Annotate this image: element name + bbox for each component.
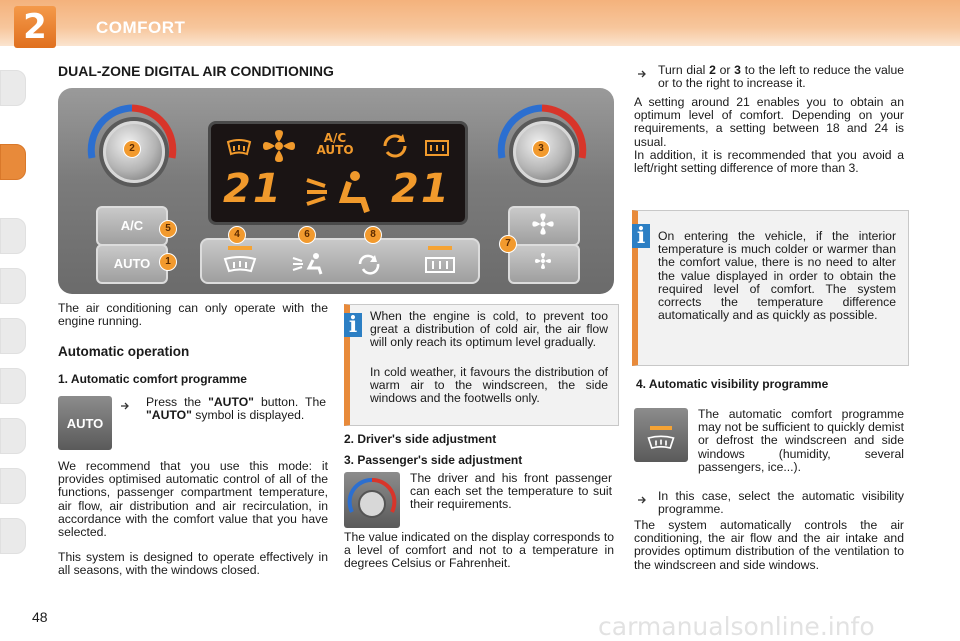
bullet-icon: [637, 66, 647, 84]
chapter-tab[interactable]: [0, 318, 26, 354]
passenger-adjustment-heading: 3. Passenger's side adjustment: [344, 453, 523, 467]
windscreen-demist-icon: [225, 138, 253, 158]
info-icon: i: [632, 224, 650, 248]
auto-button-thumbnail: [58, 396, 112, 450]
rear-screen-demist-icon: [423, 138, 451, 158]
control-panel-illustration: [58, 88, 614, 294]
dial-2-ref: 2: [709, 63, 716, 77]
turn-dial-instruction: [658, 64, 904, 90]
chapter-tab[interactable]: [0, 368, 26, 404]
chapter-tab[interactable]: [0, 518, 26, 554]
cold-engine-note-text: When the engine is cold, to prevent too great a distribution of cold air, the air flow will only reach its optimum level gradually.: [370, 309, 608, 350]
automatic-operation-heading: Automatic operation: [58, 344, 190, 359]
display-screen: [208, 121, 468, 225]
chapter-tab[interactable]: [0, 418, 26, 454]
dial-description: The driver and his front passenger can each set the temperature to suit their requirements.: [410, 471, 612, 512]
chapter-tabs: [0, 70, 30, 580]
visibility-indicator-led: [228, 246, 252, 250]
chapter-tab[interactable]: [0, 70, 26, 106]
select-visibility-instruction: In this case, select the automatic visibility programme.: [658, 489, 904, 517]
callout-7: 7: [499, 235, 517, 253]
callout-1: 1: [159, 253, 177, 271]
page-number: 48: [32, 609, 48, 625]
seasons-paragraph: This system is designed to operate effectively in all seasons, with the windows closed.: [58, 550, 328, 578]
windscreen-icon: [646, 435, 676, 451]
chapter-tab[interactable]: [0, 468, 26, 504]
press-text: Press the: [146, 395, 209, 409]
info-icon: i: [344, 313, 362, 337]
chapter-tab[interactable]: [0, 218, 26, 254]
section-title: DUAL-ZONE DIGITAL AIR CONDITIONING: [58, 63, 334, 79]
turn-text: to the left to reduce the value or to the right to increase it.: [658, 63, 905, 91]
callout-3: 3: [532, 140, 550, 158]
programme-4-heading: 4. Automatic visibility programme: [636, 377, 829, 391]
fan-small-icon: [534, 252, 552, 270]
chapter-tab-active[interactable]: [0, 144, 26, 180]
lcd-ac-auto-label: A/C AUTO: [316, 131, 354, 157]
setting-paragraph: A setting around 21 enables you to obtain an optimum level of comfort. Depending on your requirements, a setting between 18 and 24 is usual.: [634, 95, 904, 149]
ac-button[interactable]: A/C: [96, 206, 168, 246]
callout-4: 4: [228, 226, 246, 244]
press-auto-instruction: [146, 396, 326, 422]
difference-paragraph: In addition, it is recommended that you avoid a left/right setting difference of more than 3.: [634, 148, 904, 176]
auto-keyword: "AUTO": [146, 408, 192, 423]
callout-5: 5: [159, 220, 177, 238]
fan-icon: [261, 128, 297, 164]
air-distribution-icon: [303, 170, 377, 214]
visibility-button-thumbnail: [634, 408, 688, 462]
dial-3-ref: 3: [734, 63, 741, 77]
auto-keyword: "AUTO": [208, 395, 254, 409]
entering-vehicle-note-text: On entering the vehicle, if the interior temperature is much colder or warmer than the comfort value, there is no need to alter the value displayed in order to obtain the required level of comfort. The system corrects the temperature difference automatically and as quickly as possible.: [658, 229, 896, 323]
auto-button[interactable]: AUTO: [96, 244, 168, 284]
air-distribution-button-icon[interactable]: [290, 252, 326, 276]
press-text: button. The: [253, 395, 327, 409]
passenger-temperature-value: 21: [391, 166, 451, 212]
visibility-button-icon[interactable]: [222, 256, 258, 274]
auto-thumbnail-label: AUTO: [66, 416, 104, 431]
bullet-icon: [637, 492, 647, 510]
driver-adjustment-heading: 2. Driver's side adjustment: [344, 432, 497, 446]
programme-1-heading: 1. Automatic comfort programme: [58, 372, 247, 386]
rear-demist-button-icon[interactable]: [422, 256, 458, 274]
chapter-number-badge: 2: [14, 6, 56, 48]
chapter-tab[interactable]: [0, 268, 26, 304]
cold-weather-note-text: In cold weather, it favours the distribution of warm air to the windscreen, the side windows and the footwells only.: [370, 365, 608, 406]
dial-thumbnail: [344, 472, 400, 528]
press-text: symbol is displayed.: [191, 408, 305, 423]
callout-2: 2: [123, 140, 141, 158]
bullet-icon: [120, 398, 130, 416]
intro-paragraph: The air conditioning can only operate with the engine running.: [58, 301, 328, 329]
visibility-description: The automatic comfort programme may not be sufficient to quickly demist or defrost the windscreen and side windows (humidity, several passengers, ice...).: [698, 407, 904, 474]
rear-demist-indicator-led: [428, 246, 452, 250]
callout-6: 6: [298, 226, 316, 244]
fan-large-icon: [531, 212, 555, 236]
turn-text: Turn dial: [658, 63, 710, 77]
chapter-title: COMFORT: [96, 18, 186, 37]
turn-text: or: [715, 63, 735, 77]
visibility-led: [650, 426, 672, 430]
recommend-paragraph: We recommend that you use this mode: it provides optimised automatic control of all of the functions, passenger compartment temperature, air flow, air distribution and air recirculation, in accordance with the comfort value that you have selected.: [58, 459, 328, 540]
recirculation-icon: [379, 130, 411, 162]
driver-temperature-value: 21: [223, 166, 283, 212]
recirculation-button-icon[interactable]: [356, 252, 382, 276]
callout-8: 8: [364, 226, 382, 244]
display-value-paragraph: The value indicated on the display corresponds to a level of comfort and not to a temperature in degrees Celsius or Fahrenheit.: [344, 530, 614, 571]
system-controls-paragraph: The system automatically controls the air conditioning, the air flow and the air intake and provides optimum distribution of the ventilation to the windscreen and side windows.: [634, 518, 904, 572]
watermark: carmanualsonline.info: [598, 612, 875, 641]
